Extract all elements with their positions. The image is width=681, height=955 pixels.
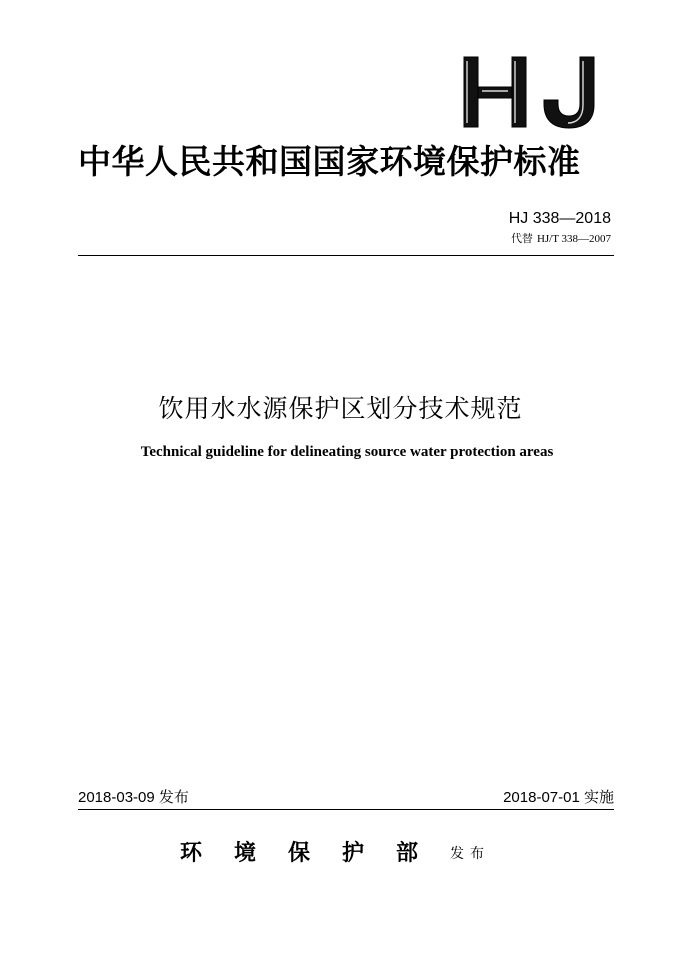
replaces-label: 代替 xyxy=(510,233,533,245)
implementation-date: 2018-07-01 实施 xyxy=(503,789,614,806)
document-title-english: Technical guideline for delineating source water protection areas xyxy=(140,444,554,460)
issuer-line xyxy=(180,838,510,870)
header-divider xyxy=(78,255,614,256)
replaces-line xyxy=(511,232,611,246)
replaces-number: HJ/T 338—2007 xyxy=(536,233,611,245)
standard-number: HJ 338—2018 xyxy=(508,210,611,227)
footer-divider xyxy=(78,809,614,810)
issue-date: 2018-03-09 发布 xyxy=(78,789,189,806)
issuer-name: 环境保护部 xyxy=(180,840,451,866)
org-title: 中华人民共和国国家环境保护标准 xyxy=(78,142,581,181)
document-title-chinese: 饮用水水源保护区划分技术规范 xyxy=(158,394,523,423)
issuer-suffix: 发布 xyxy=(450,846,491,862)
hj-logo xyxy=(462,55,602,130)
